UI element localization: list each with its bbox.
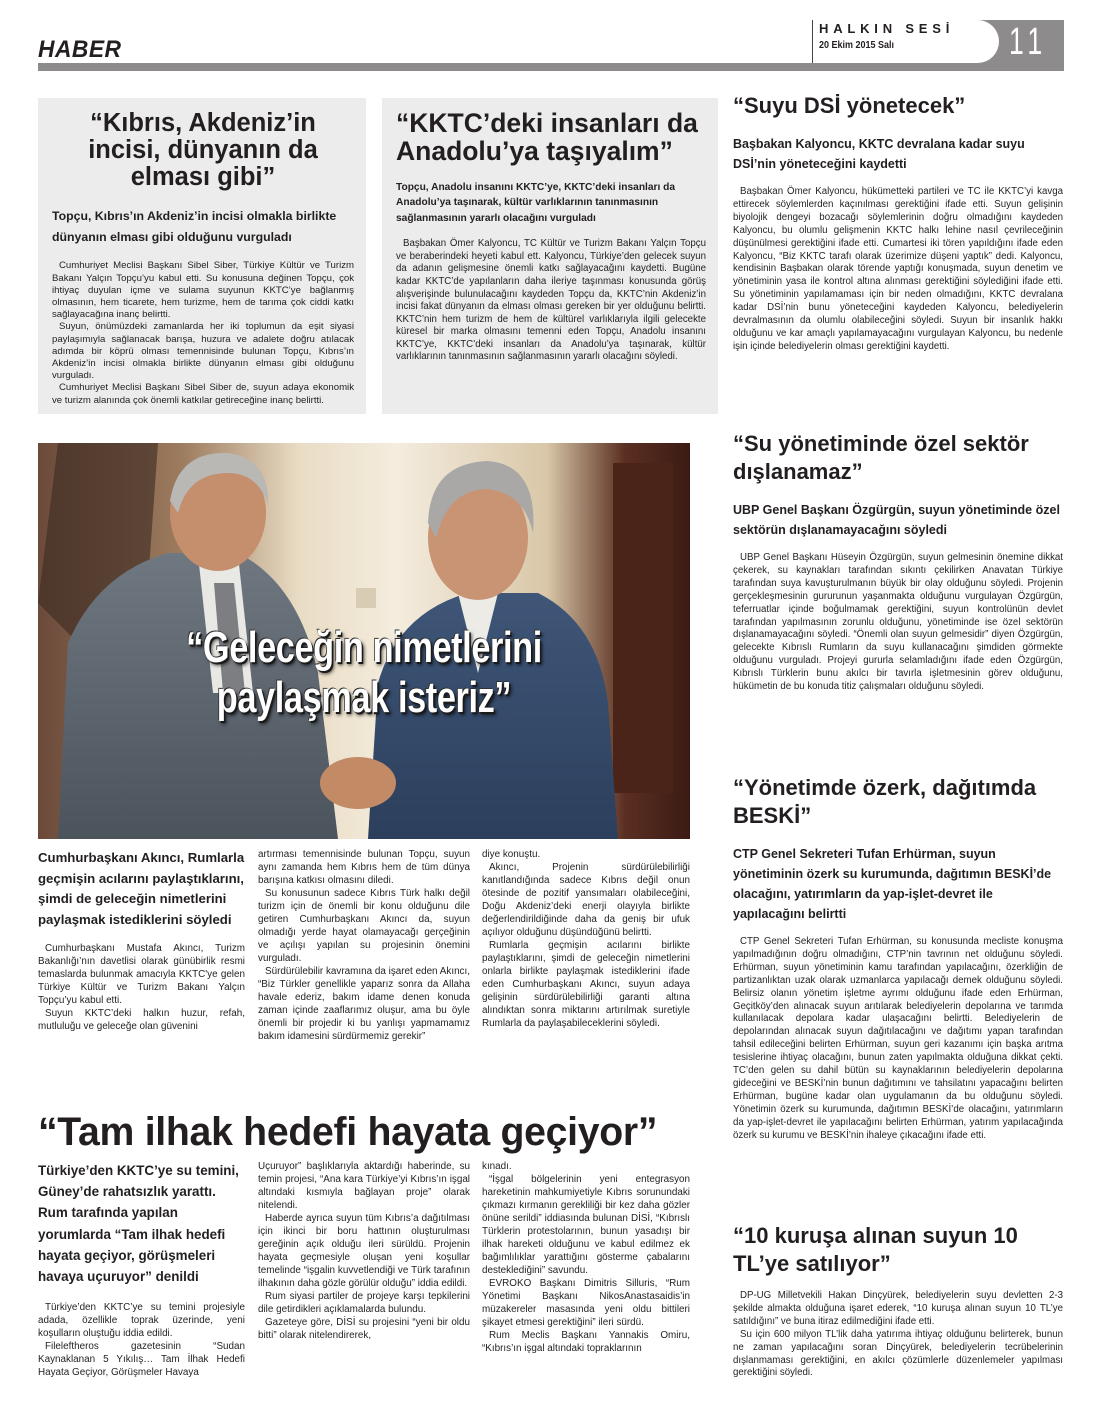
article-body — [38, 942, 245, 1033]
header-rule — [38, 63, 1064, 71]
page-tab-notch — [973, 20, 999, 63]
paragraph: Haberde ayrıca suyun tüm Kıbrıs’a dağıtılması için ikinci bir boru hattının oluşturulması gereğinin açık olduğu ileri sürüldü. Projenin hayata geçmesiyle oluşan yeni koşullar temelinde “işgalin kuvvetlendiği ve Türk tarafının ilhakının daha gözle görülür olduğu” iddia edildi. — [258, 1213, 470, 1289]
paragraph: Su konusunun sadece Kıbrıs Türk halkı değil turizm için de önemli bir konu olduğunu dile getiren Cumhurbaşkanı Akıncı da, suyun olmadığı yerde hayat olamayacağı gerçeğinin ve açılışı yapılan su projesinin önemini vurguladı. — [258, 888, 470, 964]
article-body — [482, 848, 690, 1030]
photo-quote-line: paylaşmak isteriz” — [216, 673, 512, 722]
article-body — [733, 936, 1063, 1143]
article-deck: Başbakan Kalyoncu, KKTC devralana kadar suyu DSİ’nin yöneteceğini kaydetti — [733, 137, 1025, 171]
article-headline: “Suyu DSİ yönetecek” — [733, 93, 966, 118]
ilhak-story-col-2 — [258, 1160, 470, 1342]
paper-info — [812, 20, 954, 63]
paragraph: CTP Genel Sekreteri Tufan Erhürman, su konusunda mecliste konuşma yapılmadığının doğru olmadığını, CTP’nin tavrının net olduğunu söyledi. Erhürman, suyun yönetiminin kamu tarafından yapılacağını, özerkliğin de partizanlıktan uzak olarak uzmanlarca yapılacağı demek olduğunu söyledi. Belirsiz olanın yönetim işletme ayrımı olduğunu ifade eden Erhürman, Geçitköy’den alınacak suyun arıtılarak belediyelerin depolarına ve tarımda kullanılacak depolara kadar ulaşacağını belirtti. Belediyelerin de depolarından alınacak suyun dağıtılacağını ve dağıtımı yapan tarafından tahsil edileceğini belirten Erhürman, suyun geri kazanımı için başka arıtma tesislerine ihtiyaç olacağını, bunun zaten yapılmakta olduğuna dikkat çekti. TC’den gelen su dahil bütün su kaynaklarının belediyelerin depolarına gideceğini ve BESKİ’nin bunun dağıtımını ve tahsilatını yapacağını belirten Erhürman, bugüne kadar olan uygulamanın da bu olduğunu söyledi. Yönetimin özerk su kurumunda, dağıtımın BESKİ’de olacağını, yatırımların da yap-işlet-devret ile yapılacağını belirten Erhürman, yatırım yapılacağında özerk su kurumu ve BESKİ’nin ihaleye çıkacağını ifade etti. — [733, 936, 1063, 1141]
ilhak-story-col-1 — [38, 1160, 245, 1379]
paragraph: Su için 600 milyon TL’lik daha yatırıma ihtiyaç olduğunu belirterek, bunun ne zaman yapılacağını soran Dinçyürek, belediyelerin tecrübelerinin dışlanmaması gerektiğini, en akılcı çözümlerle düzenlemeler yapılması gerektiğini söyledi. — [733, 1328, 1063, 1379]
article-headline: “Yönetimde özerk, dağıtımda BESKİ” — [733, 775, 1037, 828]
article-body — [733, 1290, 1063, 1380]
issue-date: 20 Ekim 2015 Salı — [819, 40, 895, 51]
article-deck: Topçu, Kıbrıs’ın Akdeniz’in incisi olmakla birlikte dünyanın elması gibi olduğunu vurguladı — [52, 209, 337, 245]
article-body — [258, 1160, 470, 1342]
paragraph: Fileleftheros gazetesinin “Sudan Kaynaklanan 5 Yıkılış… Tam İlhak Hedefi Hayata Geçiyor, Görüşmeler Havaya — [38, 1341, 245, 1379]
article-box-kibris — [38, 98, 366, 414]
paragraph: Cumhuriyet Meclisi Başkanı Sibel Siber de, suyun adaya ekonomik ve turizm alanında çok önemli katkılar getireceğine inanç belirtti. — [52, 382, 354, 406]
paragraph: EVROKO Başkanı Dimitris Silluris, “Rum Yönetimi Başkanı NikosAnastasaidis’in müzakereler masasında yeni oldu bittileri şikayet etmesi gerektiğini” ileri sürdü. — [482, 1278, 690, 1328]
paragraph: DP-UG Milletvekili Hakan Dinçyürek, belediyelerin suyu devletten 2-3 şekilde almakta olduğuna işaret ederek, “10 kuruşa alınan suyun 10 TL’ye satıldığını” ve buna itiraz edilmediğini ifade etti. — [733, 1290, 1063, 1327]
article-body — [52, 260, 354, 406]
article-beski — [733, 774, 1063, 1143]
akinci-story-col-1 — [38, 848, 245, 1033]
paragraph: Rumlarla geçmişin acılarını birlikte paylaştıklarını, şimdi de geleceğin nimetlerini onlarla birlikte paylaşmak istediklerini ifade eden Cumhurbaşkanı Akıncı, suyun adaya gelişinin sürdürülebilirliği garanti altına alındıktan sonra miktarını artırılmak suretiyle Rumlarla da paylaşabileceklerini söyledi. — [482, 940, 690, 1029]
akinci-story-col-2 — [258, 848, 470, 1043]
photo-quote-line: “Geleceğin nimetlerini — [186, 623, 542, 672]
article-10-kurus — [733, 1222, 1063, 1380]
paragraph: diye konuştu. — [482, 849, 541, 860]
article-ozel-sektor — [733, 430, 1063, 694]
article-deck: Türkiye’den KKTC’ye su temini, Güney’de rahatsızlık yarattı. Rum tarafında yapılan yorumlarda “Tam ilhak hedefi hayata geçiyor, görüşmeleri havaya uçuruyor” denildi — [38, 1163, 239, 1285]
article-headline: “Su yönetiminde özel sektör dışlanamaz” — [733, 431, 1029, 484]
article-deck: CTP Genel Sekreteri Tufan Erhürman, suyun yönetiminin özerk su kurumunda, dağıtımın BESKİ’de olacağını, yatırımların da yap-işlet-devret ile yapılacağını belirtti — [733, 847, 1052, 921]
photo-door — [613, 463, 673, 793]
paragraph: artırması temennisinde bulunan Topçu, suyun aynı zamanda hem Kıbrıs hem de tüm dünya barışına katkısı olmasını diledi. — [258, 849, 470, 886]
photo-handshake — [320, 757, 396, 809]
paragraph: Suyun KKTC’deki halkın huzur, refah, mutluluğu ve geleceğe olan güvenini — [38, 1008, 245, 1032]
akinci-story-col-3 — [482, 848, 690, 1030]
ilhak-story-col-3 — [482, 1160, 690, 1355]
photo-switch — [356, 588, 376, 608]
article-deck: UBP Genel Başkanı Özgürgün, suyun yönetiminde özel sektörün dışlanamayacağını söyledi — [733, 503, 1060, 537]
article-headline: “10 kuruşa alınan suyun 10 TL’ye satılıyor” — [733, 1223, 1018, 1276]
paragraph: Rum Meclis Başkanı Yannakis Omiru, “Kıbrıs’ın işgal altındaki topraklarının — [482, 1330, 690, 1354]
paragraph: UBP Genel Başkanı Hüseyin Özgürgün, suyun gelmesinin önemine dikkat çekerek, su kaynakları tarafından sıkıntı çekilirken Anavatan Türkiye tarafından suya kavuşturulmanın büyük bir olay olduğunu söyledi. Projenin gerçekleşmesinin gururunun yaşanmakta olduğunu vurgulayan Özgürgün, teferruatlar içinde boğulmamak gerektiğini, suyun kontrolünün devlet tarafından yapılmasının zorunlu olduğunu, yönetiminde ise özel sektörün dışlanamayacağını söyledi. “Önemli olan suyun gelmesidir” diyen Özgürgün, gelecekte Kıbrıslı Rumların da suyu kullanacağını şimdiden görmekte olduğunu vurguladı. Projeyi gururla selamladığını ifade eden Özgürgün, Kıbrıslı Türklerin bunu akılcı bir tavırla işletmesinin görev olduğunu, hükümetin de bu konuda titiz çalışmaları olduğunu söyledi. — [733, 552, 1063, 693]
handshake-photo — [38, 443, 690, 839]
article-deck: Cumhurbaşkanı Akıncı, Rumlarla geçmişin acılarını paylaştıklarını, şimdi de geleceğin nimetlerini paylaşmak istediklerini söyledi — [38, 850, 245, 927]
article-body — [38, 1301, 245, 1379]
article-body — [733, 552, 1063, 694]
article-headline: “Kıbrıs, Akdeniz’in incisi, dünyanın da elması gibi” — [88, 109, 318, 191]
ilhak-headline: “Tam ilhak hedefi hayata geçiyor” — [38, 1110, 658, 1154]
article-body — [258, 848, 470, 1043]
section-label: HABER — [38, 36, 122, 63]
paragraph: Türkiye’den KKTC’ye su temini projesiyle adada, özellikle toprak üzerinde, yeni koşulların oluştuğu iddia edildi. — [38, 1302, 245, 1340]
paragraph: Cumhuriyet Meclisi Başkanı Sibel Siber, Türkiye Kültür ve Turizm Bakanı Yalçın Topçu’yu kabul etti. Su konusuna değinen Topçu, çok ihtiyaç duyulan içme ve sulama suyunun KKTC’ye bağlanmış olmasının, hem ticarete, hem turizme, hem de tarıma çok ciddi katkı sağlayacağına inanç belirtti. — [52, 260, 354, 321]
article-body — [733, 186, 1063, 354]
paragraph: Uçuruyor” başlıklarıyla aktardığı haberinde, su temin projesi, “Ana kara Türkiye’yi Kıbrıs’ın işgal altındaki kısmıyla bağlayan proje” olarak nitelendi. — [258, 1161, 470, 1211]
paragraph: Rum siyasi partiler de projeye karşı tepkilerini dile getirdikleri açıklamalarda bulundu. — [258, 1291, 470, 1315]
page-number: 11 — [1009, 21, 1048, 63]
article-dsi — [733, 92, 1063, 354]
paragraph: “İşgal bölgelerinin yeni entegrasyon hareketinin mahkumiyetiyle Kıbrıs sorunundaki çıkmazı kırmanın gerekliliği bir kez daha gözler önüne serildi” iddiasında bulunan DİSİ, “Kıbrıslı Türklerin protestolarının, bunun yasadışı bir ilhak hareketi olduğunu ve kabul edilmez ek bağımlılıklar yarattığını gösterme çabalarını desteklediğini” savundu. — [482, 1174, 690, 1276]
article-body — [396, 238, 706, 364]
paragraph: Suyun, önümüzdeki zamanlarda her iki toplumun da eşit siyasi paylaşımıyla sağlanacak barışa, huzura ve adalete doğru atılacak adımda bir köprü olması temennisinde bulunan Topçu, Kıbrıs’ın Akdeniz’in incisi olmakla birlikte dünyanın elması gibi olduğunu vurguladı. — [52, 321, 354, 382]
paragraph: Gazeteye göre, DİSİ su projesini “yeni bir oldu bitti” olarak nitelendirerek, — [258, 1317, 470, 1341]
paragraph: Cumhurbaşkanı Mustafa Akıncı, Turizm Bakanlığı’nın davetlisi olarak günübirlik resmi temaslarda bulunmak amacıyla KKTC'ye gelen Türkiye Kültür ve Turizm Bakanı Yalçın Topçu’yu kabul etti. — [38, 943, 245, 1006]
paragraph: kınadı. — [482, 1161, 512, 1172]
article-box-kktc — [382, 98, 718, 414]
paragraph: Başbakan Ömer Kalyoncu, hükümetteki partileri ve TC ile KKTC’yi kavga ettirecek söylemlerden kaçınılması gerektiğini ifade etti. Suyun gelişinin biyolojik dengeyi bozacağı söylemlerinin doğru olmadığını kaydeden Kalyoncu, bu olumlu gelişmenin KKTC halkı lehine nasıl çevrileceğinin düşünülmesi gerektiğini ifade etti. Cumartesi iki tören yapıldığını ifade eden Kalyoncu, “Biz KKTC tarafı olarak üzerimize düşeni yaptık” dedi. Kalyoncu, kendisinin Başbakan olarak törende yaptığı konuşmada, suyun denetim ve yönetiminin yasa ile kontrol altına alınması gerektiğini söylediğini ifade etti. Su yönetiminin yapılamaması için bir neden olmadığını, KKTC devralana kadar DSİ’nin bunu yöneteceğini kaydeden Kalyoncu, belediyelerin devralmasının da olumlu olabileceğini söyledi. Suyun bir insanlık hakkı olduğunu ve kar amaçlı yapılamayacağını vurgulayan Kalyoncu, bu nedenle işin içinde belediyelerin olması gerektiğini kaydetti. — [733, 186, 1063, 352]
article-deck: Topçu, Anadolu insanını KKTC’ye, KKTC’deki insanları da Anadolu’ya taşınarak, kültür varlıklarının tanınmasının sağlanmasının yararlı olacağını vurguladı — [396, 181, 676, 224]
photo-overlay-quote — [110, 623, 619, 723]
paragraph: Başbakan Ömer Kalyoncu, TC Kültür ve Turizm Bakanı Yalçın Topçu ve beraberindeki heyeti kabul ett. Kalyoncu, Türkiye’den gelecek suyun da adanın gelişmesine önemli katkı sağlayacağını kaydetti. Bugüne kadar KKTC’de yapılanların daha ileriye taşınması konusunda görüş alışverişinde bulunulacağını kaydeden Topçu da, KKTC’nin Akdeniz’in incisi fakat dünyanın da elması olması gereken bir yer olduğunu belirtti. KKTC’nin hem turizm de hem de kültürel varlıklarıyla ilgili gelecekte küresel bir marka olmasını temenni eden Topçu, Anadolu insanını KKTC’ye, KKTC’deki insanları da Anadolu’ya taşınarak, kültür varlıklarının tanınmasının sağlanmasının yararlı olacağını söyledi. — [396, 238, 706, 363]
article-body — [482, 1160, 690, 1355]
article-headline: “KKTC’deki insanları da Anadolu’ya taşıyalım” — [396, 108, 698, 166]
paragraph: Sürdürülebilir kavramına da işaret eden Akıncı, “Biz Türkler genellikle yaparız sonra da Allaha havale ederiz, bakım idame denen konuda zaman içinde zaaflarımız oluşur, ama bu öyle önemli bir projedir ki bu yanlışı yapmamamız bakım idamesini sürdürmemiz gerekir” — [258, 966, 470, 1042]
paper-name: HALKIN SESİ — [819, 21, 955, 36]
paragraph: Akıncı, Projenin sürdürülebilirliği kanıtlandığında sadece Kıbrıs değil onun ötesinde de pozitif yansımaları olabileceğini, Doğu Akdeniz’deki enerji olayıyla birlikte değerlendirildiğinde daha da geniş bir ufuk açılıyor olduğunu düşündüğünü belirtti. — [482, 862, 690, 938]
